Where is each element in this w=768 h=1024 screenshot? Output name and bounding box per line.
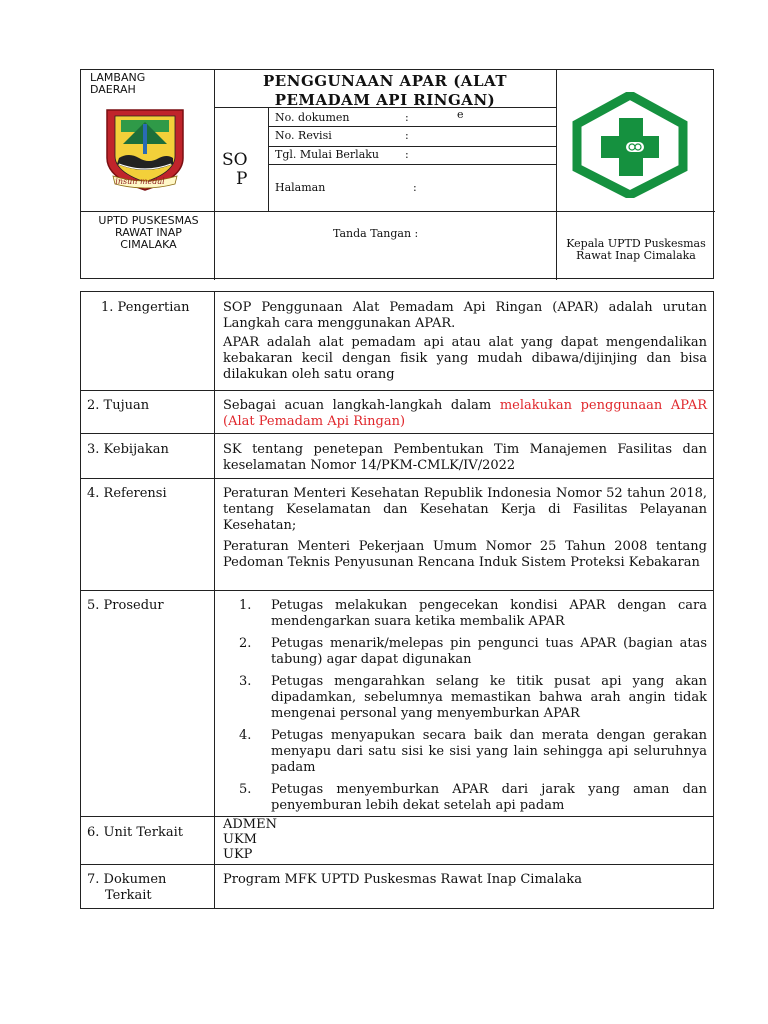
section-label-kebijakan: 3. Kebijakan [87, 442, 169, 457]
section-label-prosedur: 5. Prosedur [87, 598, 164, 613]
sop-label-line-2: P [236, 169, 248, 189]
sop-label-line-1: SO [222, 150, 248, 170]
kebijakan-text: SK tentang penetepan Pembentukan Tim Manajemen Fasilitas dan keselamatan Nomor 14/PKM-CMLK/IV/2022 [223, 442, 707, 473]
unit-list [223, 817, 277, 862]
prosedur-step: 5. Petugas menyemburkan APAR dari jarak yang aman dan penyemburan lebih dekat setelah api padam [239, 782, 707, 813]
sop-content-table [80, 291, 714, 909]
field-tgl-mulai-label: Tgl. Mulai Berlaku [275, 148, 380, 161]
prosedur-steps [227, 598, 707, 820]
unit-item: ADMEN [223, 817, 277, 832]
field-no-revisi-label: No. Revisi [275, 129, 332, 142]
section-label-dokumen-terkait [87, 872, 220, 904]
sop-header-table [80, 69, 714, 279]
section-label-tujuan: 2. Tujuan [87, 398, 150, 413]
lambang-daerah-label: LAMBANG DAERAH [90, 71, 146, 96]
puskesmas-logo [571, 92, 689, 202]
dokumen-label-line-1: 7. Dokumen [87, 872, 167, 887]
signature-label: Tanda Tangan : [333, 227, 419, 240]
dokumen-terkait-text: Program MFK UPTD Puskesmas Rawat Inap Cimalaka [223, 872, 583, 887]
tujuan-text-highlight: melakukan penggunaan APAR (Alat Pemadam Api Ringan) [223, 398, 707, 429]
document-title: PENGGUNAAN APAR (ALAT PEMADAM API RINGAN) [263, 72, 507, 109]
field-no-revisi-colon: : [405, 129, 409, 142]
head-of-puskesmas: Kepala UPTD Puskesmas Rawat Inap Cimalaka [566, 237, 706, 262]
section-label-pengertian: 1. Pengertian [101, 300, 190, 315]
field-no-dokumen-label: No. dokumen [275, 111, 350, 124]
tujuan-text-plain: Sebagai acuan langkah-langkah dalam [223, 398, 500, 413]
section-label-referensi: 4. Referensi [87, 486, 167, 501]
referensi-paragraph-2: Peraturan Menteri Pekerjaan Umum Nomor 25 Tahun 2008 tentang Pedoman Teknis Penyusunan Rencana Induk Sistem Proteksi Kebakaran [223, 539, 707, 570]
field-halaman-label: Halaman [275, 181, 326, 194]
field-halaman-colon: : [413, 181, 417, 194]
organization-name: UPTD PUSKESMAS RAWAT INAP CIMALAKA [98, 214, 199, 251]
unit-item: UKM [223, 832, 257, 847]
emblem-motto: insun medal [115, 177, 165, 186]
field-tgl-mulai-colon: : [405, 148, 409, 161]
tujuan-text [223, 398, 707, 430]
prosedur-step: 3. Petugas mengarahkan selang ke titik pusat api yang akan dipadamkan, sebelumnya memastikan bahwa arah angin tidak mengenai personal yang menyemburkan APAR [239, 674, 707, 721]
section-label-unit-terkait: 6. Unit Terkait [87, 825, 183, 840]
pengertian-paragraph-2: APAR adalah alat pemadam api atau alat yang dapat mengendalikan kebakaran kecil dengan fisik yang mudah dibawa/dijinjing dan bisa dilakukan oleh satu orang [223, 335, 707, 382]
unit-item: UKP [223, 847, 253, 862]
field-no-dokumen-colon: : [405, 111, 409, 124]
prosedur-step: 4. Petugas menyapukan secara baik dan merata dengan gerakan menyapu dari satu sisi ke sisi yang lain sehingga api seluruhnya padam [239, 728, 707, 775]
pengertian-paragraph-1: SOP Penggunaan Alat Pemadam Api Ringan (APAR) adalah urutan Langkah cara menggunakan APAR. [223, 300, 707, 331]
prosedur-step: 1. Petugas melakukan pengecekan kondisi APAR dengan cara mendengarkan suara ketika membalik APAR [239, 598, 707, 629]
dokumen-label-line-2: Terkait [105, 888, 152, 903]
field-no-dokumen-value: e [457, 108, 464, 121]
prosedur-step: 2. Petugas menarik/melepas pin pengunci tuas APAR (bagian atas tabung) agar dapat digunakan [239, 636, 707, 667]
referensi-paragraph-1: Peraturan Menteri Kesehatan Republik Indonesia Nomor 52 tahun 2018, tentang Keselamatan dan Kesehatan Kerja di Fasilitas Pelayanan Kesehatan; [223, 486, 707, 533]
